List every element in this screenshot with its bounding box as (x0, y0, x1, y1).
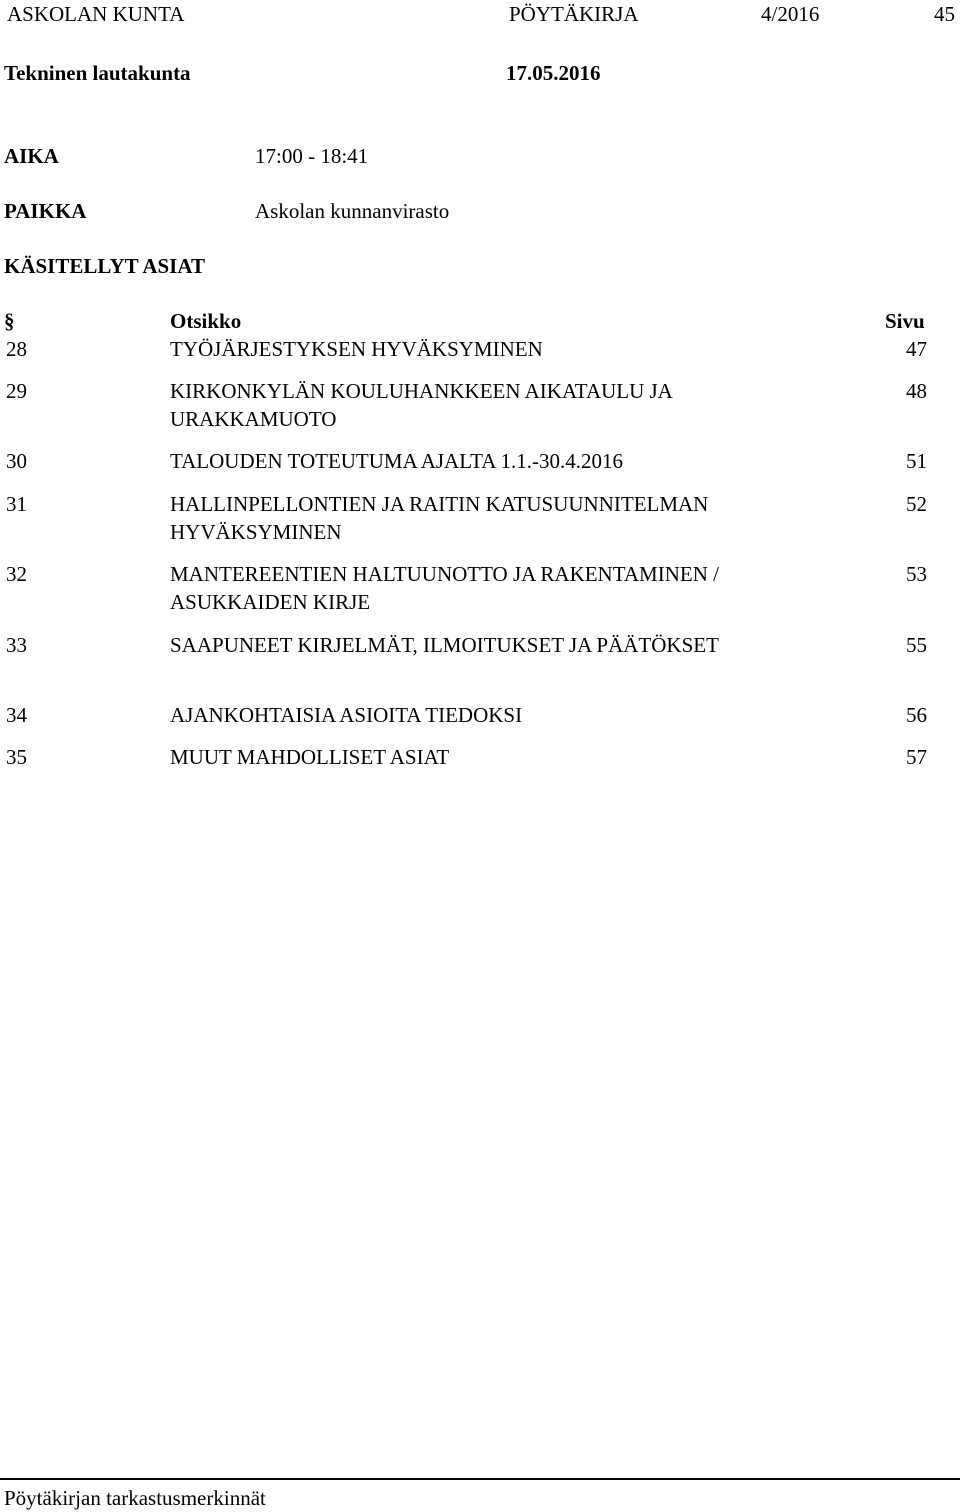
agenda-item-page: 48 (906, 379, 927, 403)
agenda-item-title: TALOUDEN TOTEUTUMA AJALTA 1.1.-30.4.2016 (170, 449, 623, 473)
place-value: Askolan kunnanvirasto (255, 199, 450, 223)
agenda-item-page: 57 (906, 745, 927, 769)
page-column-header: Sivu (885, 309, 925, 333)
agenda-item-title: MUUT MAHDOLLISET ASIAT (170, 745, 450, 769)
board-name: Tekninen lautakunta (4, 61, 191, 85)
agenda-item-title: TYÖJÄRJESTYKSEN HYVÄKSYMINEN (170, 337, 543, 361)
agenda-item-number: 28 (6, 337, 27, 361)
agenda-item-number: 35 (6, 745, 27, 769)
document-type: PÖYTÄKIRJA (509, 2, 639, 26)
section-heading: KÄSITELLYT ASIAT (4, 254, 205, 278)
agenda-item-page: 51 (906, 449, 927, 473)
agenda-item-title: HALLINPELLONTIEN JA RAITIN KATUSUUNNITELMAN HYVÄKSYMINEN (170, 492, 709, 544)
meeting-date: 17.05.2016 (506, 61, 601, 85)
agenda-item-number: 32 (6, 562, 27, 586)
agenda-item-page: 52 (906, 492, 927, 516)
agenda-item-title: MANTEREENTIEN HALTUUNOTTO JA RAKENTAMINEN / ASUKKAIDEN KIRJE (170, 562, 719, 614)
agenda-item-title: KIRKONKYLÄN KOULUHANKKEEN AIKATAULU JA URAKKAMUOTO (170, 379, 672, 431)
agenda-item-title: SAAPUNEET KIRJELMÄT, ILMOITUKSET JA PÄÄTÖKSET (170, 633, 719, 657)
footer-divider (0, 1478, 960, 1480)
agenda-item-page: 56 (906, 703, 927, 727)
agenda-item-number: 31 (6, 492, 27, 516)
agenda-item-number: 34 (6, 703, 27, 727)
agenda-item-number: 30 (6, 449, 27, 473)
agenda-item-title: AJANKOHTAISIA ASIOITA TIEDOKSI (170, 703, 523, 727)
section-symbol-icon: § (4, 309, 15, 333)
agenda-item-page: 55 (906, 633, 927, 657)
time-value: 17:00 - 18:41 (255, 144, 369, 168)
title-column-header: Otsikko (170, 309, 242, 333)
footer-label: Pöytäkirjan tarkastusmerkinnät (4, 1486, 266, 1510)
agenda-item-page: 53 (906, 562, 927, 586)
agenda-item-number: 33 (6, 633, 27, 657)
place-label: PAIKKA (4, 199, 87, 223)
agenda-item-number: 29 (6, 379, 27, 403)
agenda-item-page: 47 (906, 337, 927, 361)
page-number: 45 (934, 2, 955, 26)
time-label: AIKA (4, 144, 59, 168)
organization-name: ASKOLAN KUNTA (7, 2, 185, 26)
document-number: 4/2016 (761, 2, 820, 26)
